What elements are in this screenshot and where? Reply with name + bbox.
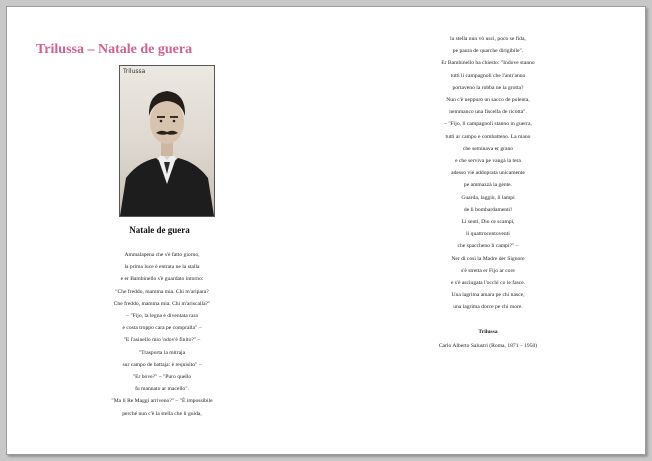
poem-line: sur campo de battaja: è requisito" – xyxy=(122,361,202,368)
poem-line: Er Bambinello ha chiesto: "Indove stanno xyxy=(441,60,535,67)
poem-line: nemmanco una fiscella de ricotta". xyxy=(449,109,527,116)
photo-caption: Trilussa xyxy=(123,68,146,75)
poem-line: "Che freddo, mamma mia. Chi m'aripara? xyxy=(115,288,209,295)
poem-line: e s'è asciugata l'occhi co le fasce. xyxy=(450,280,526,287)
poem-line: Una lagrima amara pe chi nasce, xyxy=(451,292,525,299)
poem-line: "Trasporta la mitraja xyxy=(138,349,186,356)
poem-line: adesso vié addoprata unicamente xyxy=(451,170,525,177)
poem-line: pe ammazzà la gente. xyxy=(463,182,513,189)
poem-line: de li bombardamenti! xyxy=(463,206,513,213)
poem-line: li quattrocentoventi xyxy=(466,231,510,238)
poem-line: "Er bove?" – "Puro quello xyxy=(132,374,192,381)
poem-line: "E l'asinello mio 'ndov'è finito?" – xyxy=(123,337,201,344)
poem-line: perché nun c'è la stella che li guida, xyxy=(122,410,202,417)
poem-line: la stella nun vò uscì, poco se fida, xyxy=(450,36,526,42)
poem-line: Nun c'è neppuro un sacco de polenta, xyxy=(446,97,530,104)
poem-line: Che freddo, mamma mia. Chi m'ariscalla?" xyxy=(113,300,211,307)
poem-line: – "Fijo, la legna è diventata rara xyxy=(126,313,198,320)
poem-line: una lagrima dorce pe chi more. xyxy=(453,304,523,311)
author-portrait xyxy=(119,65,215,217)
poem-line: fu mannato ar macello". xyxy=(135,386,189,393)
poem-line: – "Fijo, li campagnoli stanno in guerra, xyxy=(444,121,532,128)
poem-line: Ner dì così la Madre der Signore xyxy=(451,255,525,262)
signature-name: Trilussa xyxy=(478,329,498,335)
poem-line: Ammalapena che s'è fatto giorno, xyxy=(124,252,200,258)
poem-line: s'è stretta er Fijo ar core xyxy=(461,267,515,274)
poem-line: e che serviva pe vangà la tera xyxy=(455,158,521,165)
poem-line: che spaccheno li campi?" – xyxy=(457,243,519,250)
poem-line: la prima luce è entrata ne la stalla xyxy=(124,264,200,271)
poem-line: portaveno la robba ne la grotta? xyxy=(452,84,524,91)
poem-line: che seminava er grano xyxy=(462,145,514,152)
poem-title: Natale de guera xyxy=(129,225,190,235)
poem-line: pe paura de quarche dirigibile". xyxy=(452,48,524,55)
poem-line: e costa troppo cara pe compralla" – xyxy=(122,325,202,332)
poem-line: tutti li campagnoli che l'antr'anno xyxy=(450,72,526,79)
poem-line: Li senti, Dio ce scampi, xyxy=(461,219,515,226)
poem-right-column xyxy=(398,33,578,314)
portrait-figure xyxy=(120,66,214,216)
poem-left-column xyxy=(66,249,258,420)
document-title: Trilussa – Natale de guera xyxy=(36,42,193,57)
document-page xyxy=(6,6,646,455)
poem-line: Guarda, laggiù, li lampi xyxy=(461,194,515,201)
poem-line: "Ma li Re Maggi arriveno?" – "È impossibile xyxy=(111,398,213,405)
signature-author: Carlo Alberto Salustri (Roma, 1871 – 1950) xyxy=(438,343,538,349)
poem-line: e er Bambinello s'è guardato intorno: xyxy=(120,276,204,283)
poem-line: tutti ar campo e combatteno. La mano xyxy=(445,133,531,140)
